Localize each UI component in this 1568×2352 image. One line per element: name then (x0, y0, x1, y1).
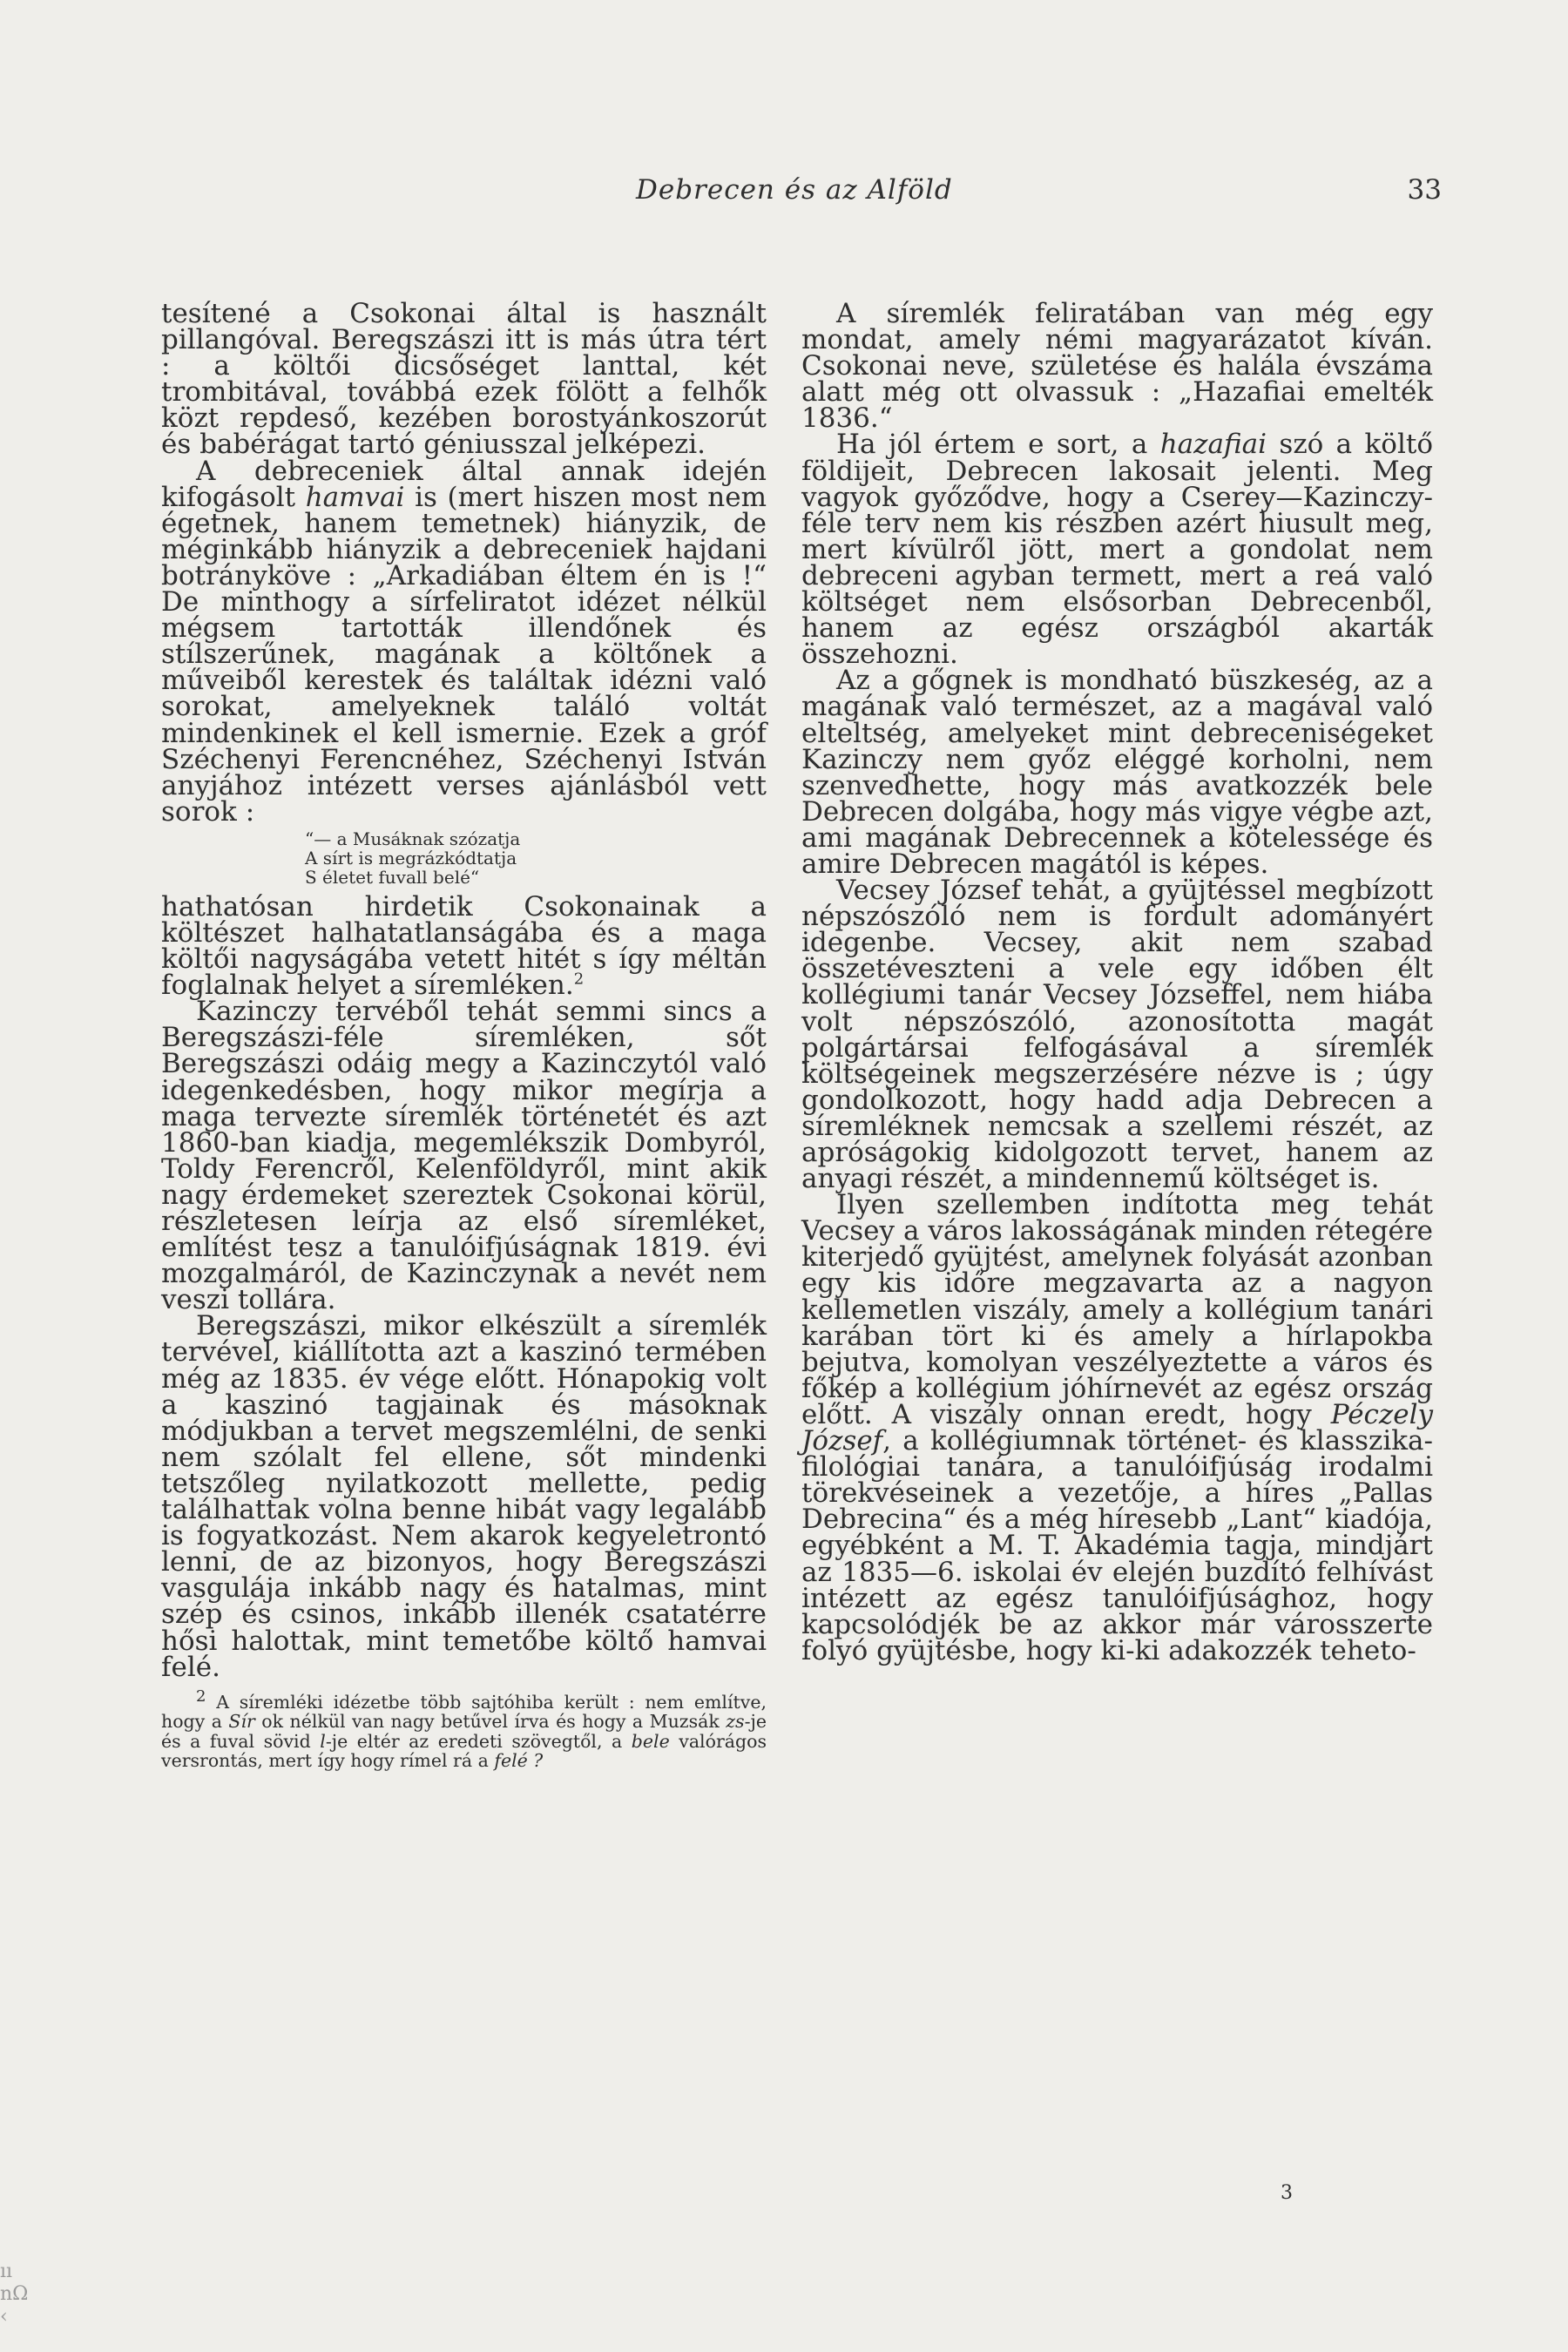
margin-mark: nΩ (0, 2283, 29, 2305)
italic-text: Péczely József (801, 1398, 1434, 1457)
italic-text: zs (726, 1711, 745, 1733)
verse-line: “— a Musáknak szózatja (305, 828, 521, 849)
verse-line: S életet fuvall belé“ (305, 866, 480, 888)
paragraph (801, 429, 1433, 671)
text-run: A síremléki idézetbe több sajtóhiba került : nem említve, hogy a (161, 1691, 767, 1733)
text-run: -je eltér az eredeti szövegtől, a (325, 1730, 623, 1752)
text-run: Ilyen szellemben indította meg tehát Vecsey a város lakosságának minden rétegére kiterjedő gyüjtést, amelynek folyását azonban egy kis időre megzavarta az a nagyon kellemetlen viszály, amely a kollégium tanári karában tört ki és amely a hírlapokba bejutva, komolyan veszélyeztette a város és főkép a kollégium jóhírnevét az egész ország előtt. A viszály onnan eredt, hogy (801, 1189, 1433, 1430)
italic-text: felé ? (494, 1750, 544, 1772)
paragraph (161, 455, 767, 828)
italic-text: l (320, 1730, 326, 1752)
italic-text: bele (631, 1730, 670, 1752)
page-number: 33 (1407, 174, 1442, 206)
text-run: A debreceniek által annak idején kifogásolt (161, 455, 767, 513)
text-run: szó a költő földijeit, Debrecen lakosait jelenti. Meg vagyok győződve, hogy a Cserey—Kazinczy-féle terv nem kis részben azért hiusult meg, mert kívülről jött, mert a gondolat nem debreceni agyban termett, mert a reá való költséget nem elsősorban Debrecenből, hanem az egész országból akarták összehozni. (801, 429, 1433, 671)
paragraph: A síremlék feliratában van még egy mondat, amely némi magyarázatot kíván. Csokonai neve, születése és halála évszáma alatt még ott olvassuk : „Hazafiai emelték 1836.“ (801, 298, 1433, 435)
footnote-ref: 2 (573, 970, 585, 989)
text-run: valórágos versrontás, mert így hogy rímel rá a (161, 1730, 767, 1772)
text-run: hathatósan hirdetik Csokonainak a költészet halhatatlanságába és a maga költői nagyságába vetett hitét s így méltán foglalnak helyet a síremléken. (161, 890, 767, 1002)
italic-text: hamvai (305, 481, 405, 513)
footnote-mark: 2 (196, 1686, 206, 1706)
paragraph (161, 890, 767, 1002)
left-column (161, 298, 767, 1772)
paragraph: Beregszászi, mikor elkészült a síremlék tervével, kiállította azt a kaszinó termében még az 1835. év vége előtt. Hónapokig volt a kaszinó tagjainak és másoknak módjukban a tervet megszemlélni, de senki nem szólalt fel ellene, sőt mindenki tetszőleg nyilatkozott mellette, pedig találhattak volna benne hibát vagy legalább is fogyatkozást. Nem akarok kegyeletrontó lenni, de az bizonyos, hogy Beregszászi vasgulája inkább nagy és hatalmas, mint szép és csinos, inkább illenék csatatérre hősi halottak, mint temetőbe költő hamvai felé. (161, 1310, 767, 1683)
footnote-text (161, 1686, 767, 1772)
running-header (157, 174, 1442, 218)
text-run: Ha jól értem e sort, a (836, 429, 1148, 461)
italic-text: hazafiai (1159, 429, 1267, 461)
running-title: Debrecen és az Alföld (636, 174, 953, 206)
signature-mark: 3 (1281, 2182, 1293, 2204)
margin-mark: ıı (0, 2261, 13, 2282)
right-column (801, 298, 1434, 1666)
footnote (161, 1686, 767, 1772)
verse-quote (305, 829, 767, 887)
italic-text: Sír (228, 1711, 255, 1733)
text-run: is (mert hiszen most nem égetnek, hanem temetnek) hiányzik, de méginkább hiányzik a debreceniek hajdani botránykövе : „Arkadiában éltem én is !“ De minthogy a sírfeliratot idézet nélkül mégsem tartották illendőnek és stílszerűnek, magának a költőnek a műveiből kerestek és találtak idézni való sorokat, amelyeknek találó voltát mindenkinek el kell ismernie. Ezek a gróf Széchenyi Ferencnéhez, Széchenyi István anyjához intézett verses ajánlásból vett sorok : (161, 481, 767, 828)
paragraph: tesítené a Csokonai által is használt pillangóval. Beregszászi itt is más útra tért : a költői dicsőséget lanttal, két trombitával, továbbá ezek fölött a felhők közt repdeső, kezében borostyánkoszorút és babérágat tartó géniusszal jelképezi. (161, 298, 767, 461)
text-run: ok nélkül van nagy betűvel írva és hogy a Muzsák (261, 1711, 720, 1733)
paragraph: Vecsey József tehát, a gyüjtéssel megbízott népszószóló nem is fordult adományért idegenbe. Vecsey, akit nem szabad összetéveszteni a vele egy időben élt kollégiumi tanár Vecsey Józseffel, nem hiába volt népszószóló, azonosította magát polgártársai felfogásával a síremlék költségeinek megszerzésére nézve is ; úgy gondolkozott, hogy hadd adja Debrecen a síremléknek nemcsak a szellemi részét, az apróságokig kidolgozott tervet, hanem az anyagi részét, a mindennemű költséget is. (801, 875, 1433, 1195)
paragraph: Az a gőgnek is mondható büszkeség, az a magának való természet, az a magával való elteltség, amelyeket mint debreceniségeket Kazinczy nem győz eléggé korholni, nem szenvedhette, hogy más avatkozzék bele Debrecen dolgába, hogy más vigye végbe azt, ami magának Debrecennek a kötelessége és amire Debrecen magától is képes. (801, 665, 1433, 880)
margin-mark: ‹ (0, 2306, 8, 2328)
text-run: -je és a fuval sövid (161, 1711, 767, 1752)
paragraph: Kazinczy tervéből tehát semmi sincs a Beregszászi-féle síremléken, sőt Beregszászi odáig megy a Kazinczytól való idegenkedésben, hogy mikor megírja a maga tervezte síremlék történetét és azt 1860-ban kiadja, megemlékszik Dombyról, Toldy Ferencről, Kelenföldyről, mint akik nagy érdemeket szereztek Csokonai körül, részletesen leírja az első síremléket, említést tesz a tanulóifjúságnak 1819. évi mozgalmáról, de Kazinczynak a nevét nem veszi tollára. (161, 996, 767, 1316)
verse-line: A sírt is megrázkódtatja (305, 847, 517, 868)
paragraph (801, 1189, 1434, 1666)
margin-marks (0, 2261, 35, 2328)
text-run: , a kollégiumnak történet- és klasszika-filológiai tanára, a tanulóifjúság irodalmi törekvéseinek a vezetője, a híres „Pallas Debrecina“ és a még híresebb „Lant“ kiadója, egyébként a M. T. Akadémia tagja, mindjárt az 1835—6. iskolai év elején buzdító felhívást intézett az egész tanulóifjúsághoz, hogy kapcsolódjék be az akkor már városszerte folyó gyüjtésbe, hogy ki-ki adakozzék teheto- (801, 1425, 1433, 1666)
